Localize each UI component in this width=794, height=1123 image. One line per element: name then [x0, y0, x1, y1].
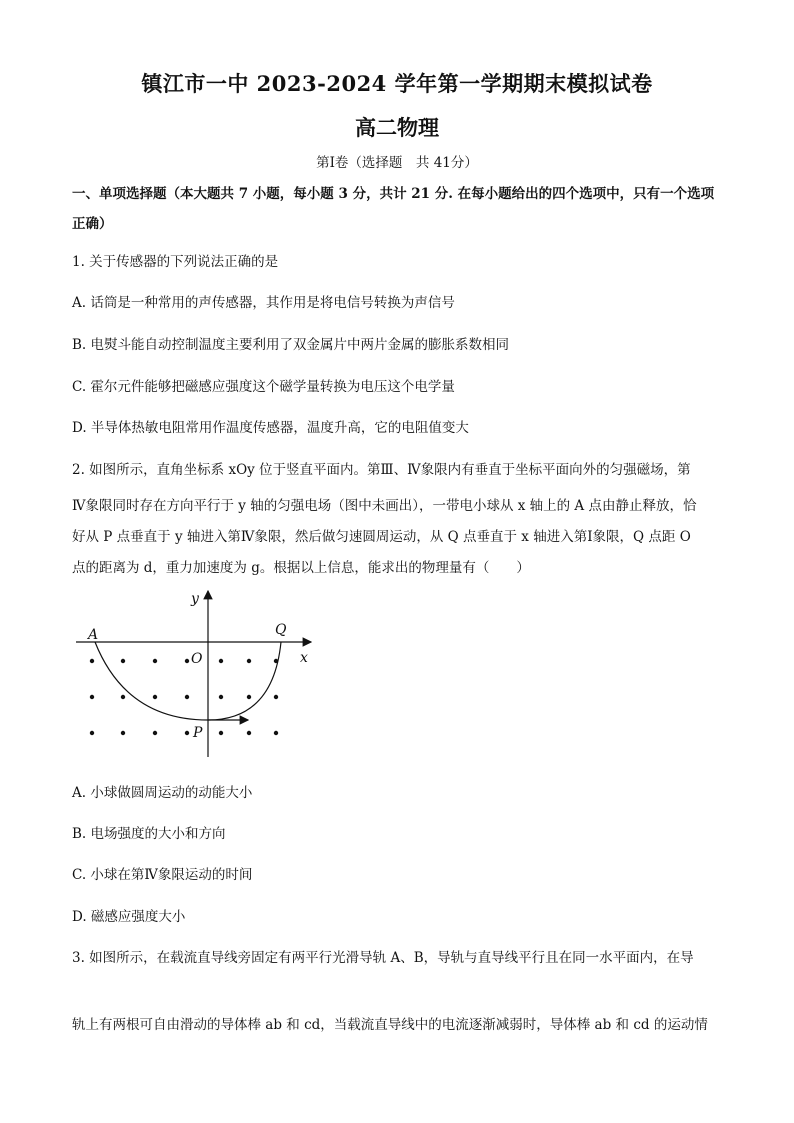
q3-stem-line1: 3. 如图所示，在载流直导线旁固定有两平行光滑导轨 A、B，导轨与直导线平行且在同一水平面内，在导	[72, 950, 694, 966]
q1-option-a: A. 话筒是一种常用的声传感器，其作用是将电信号转换为声信号	[72, 295, 455, 311]
label-o: O	[191, 651, 203, 667]
q1-stem: 1. 关于传感器的下列说法正确的是	[72, 254, 279, 270]
q2-option-d: D. 磁感应强度大小	[72, 909, 186, 925]
exam-subtitle: 高二物理	[355, 115, 439, 140]
q2-option-c: C. 小球在第Ⅳ象限运动的时间	[72, 867, 253, 883]
exam-title: 镇江市一中 2023-2024 学年第一学期期末模拟试卷	[141, 71, 653, 96]
q2-stem-line2: Ⅳ象限同时存在方向平行于 y 轴的匀强电场（图中未画出），一带电小球从 x 轴上的 A 点由静止释放，恰	[72, 498, 697, 514]
label-y: y	[191, 591, 199, 607]
q2-stem-line3: 好从 P 点垂直于 y 轴进入第Ⅳ象限，然后做匀速圆周运动，从 Q 点垂直于 x 轴进入第Ⅰ象限，Q 点距 O	[72, 529, 691, 545]
q2-option-b: B. 电场强度的大小和方向	[72, 826, 226, 842]
part1-heading-line2: 正确）	[72, 216, 113, 232]
label-a: A	[88, 627, 99, 643]
field-dots	[90, 659, 278, 735]
label-p: P	[193, 725, 203, 741]
trajectory-curve	[95, 642, 281, 720]
q3-stem-line2: 轨上有两根可自由滑动的导体棒 ab 和 cd，当载流直导线中的电流逐渐减弱时，导体棒 ab 和 cd 的运动情	[72, 1017, 708, 1033]
label-q: Q	[275, 622, 287, 638]
q2-stem-line4: 点的距离为 d，重力加速度为 g。根据以上信息，能求出的物理量有（ ）	[72, 560, 530, 576]
label-x: x	[300, 650, 308, 666]
q1-option-b: B. 电熨斗能自动控制温度主要利用了双金属片中两片金属的膨胀系数相同	[72, 337, 510, 353]
q2-figure	[68, 585, 328, 757]
q1-option-d: D. 半导体热敏电阻常用作温度传感器，温度升高，它的电阻值变大	[72, 420, 469, 436]
q2-stem-line1: 2. 如图所示，直角坐标系 xOy 位于竖直平面内。第Ⅲ、Ⅳ象限内有垂直于坐标平面向外的匀强磁场，第	[72, 462, 691, 478]
q2-option-a: A. 小球做圆周运动的动能大小	[72, 785, 253, 801]
part1-heading-line1: 一、单项选择题（本大题共 7 小题，每小题 3 分，共计 21 分. 在每小题给出的四个选项中，只有一个选项	[72, 186, 715, 202]
section-heading: 第Ⅰ卷（选择题 共 41分）	[316, 155, 478, 171]
q1-option-c: C. 霍尔元件能够把磁感应强度这个磁学量转换为电压这个电学量	[72, 379, 455, 395]
